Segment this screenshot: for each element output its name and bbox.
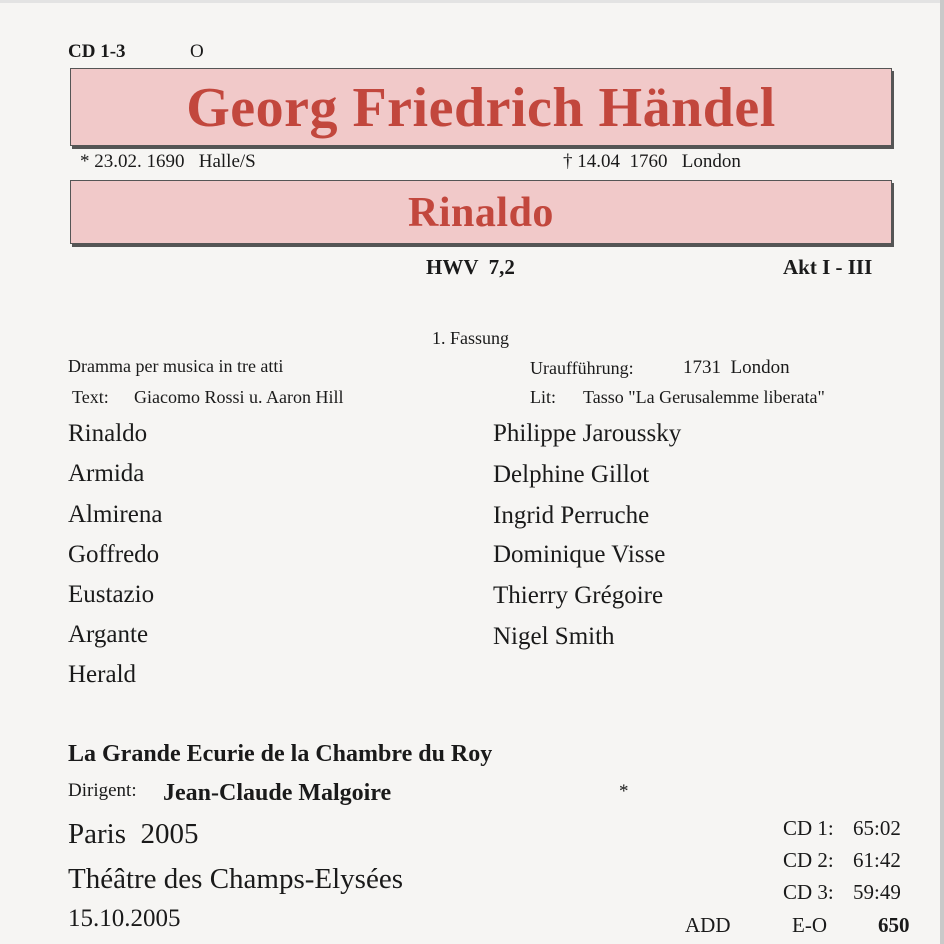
timing-value: 65:02: [853, 816, 901, 840]
death-info: † 14.04 1760 London: [563, 151, 741, 172]
page-top-edge: [0, 0, 944, 3]
birth-info: * 23.02. 1690 Halle/S: [80, 151, 256, 172]
singer-name: Dominique Visse: [493, 541, 666, 568]
mark-symbol: O: [190, 41, 204, 62]
role-name: Goffredo: [68, 541, 160, 568]
genre: Dramma per musica in tre atti: [68, 356, 284, 376]
format-code: ADD: [685, 913, 731, 937]
role-name: Herald: [68, 661, 137, 688]
composer-banner: [70, 68, 892, 146]
role-name: Almirena: [68, 501, 163, 528]
singer-name: Delphine Gillot: [493, 461, 650, 488]
work-title-banner: [70, 180, 892, 244]
role-name: Argante: [68, 621, 149, 648]
cd-range: CD 1-3: [68, 41, 126, 62]
star-mark: *: [619, 781, 629, 802]
composer-name: Georg Friedrich Händel: [186, 77, 776, 139]
recording-date: 15.10.2005: [68, 905, 181, 932]
lit-value: Tasso "La Gerusalemme liberata": [583, 387, 825, 407]
singer-name: Philippe Jaroussky: [493, 420, 682, 447]
timing-value: 59:49: [853, 880, 901, 904]
timing-label: CD 2:: [783, 848, 834, 872]
ensemble: La Grande Ecurie de la Chambre du Roy: [68, 741, 493, 767]
catalog-number: HWV 7,2: [426, 255, 515, 279]
conductor-name: Jean-Claude Malgoire: [163, 780, 392, 806]
singer-name: Thierry Grégoire: [493, 582, 664, 609]
premiere-label: Uraufführung:: [530, 358, 634, 378]
acts: Akt I - III: [783, 255, 873, 279]
premiere-value: 1731 London: [683, 357, 790, 378]
version: 1. Fassung: [432, 328, 510, 348]
role-name: Armida: [68, 460, 145, 487]
timing-value: 61:42: [853, 848, 901, 872]
singer-name: Nigel Smith: [493, 623, 615, 650]
lit-label: Lit:: [530, 387, 556, 407]
text-value: Giacomo Rossi u. Aaron Hill: [134, 387, 344, 407]
page-right-edge: [940, 0, 944, 944]
role-name: Rinaldo: [68, 420, 148, 447]
work-title: Rinaldo: [408, 190, 554, 236]
catalog-code: 650: [878, 913, 910, 937]
role-name: Eustazio: [68, 581, 155, 608]
timing-label: CD 1:: [783, 816, 834, 840]
recording-venue: Théâtre des Champs-Elysées: [68, 863, 404, 895]
timing-label: CD 3:: [783, 880, 834, 904]
text-label: Text:: [72, 387, 109, 407]
conductor-label: Dirigent:: [68, 780, 137, 801]
series-code: E-O: [792, 913, 827, 937]
recording-place-year: Paris 2005: [68, 818, 199, 850]
singer-name: Ingrid Perruche: [493, 502, 650, 529]
